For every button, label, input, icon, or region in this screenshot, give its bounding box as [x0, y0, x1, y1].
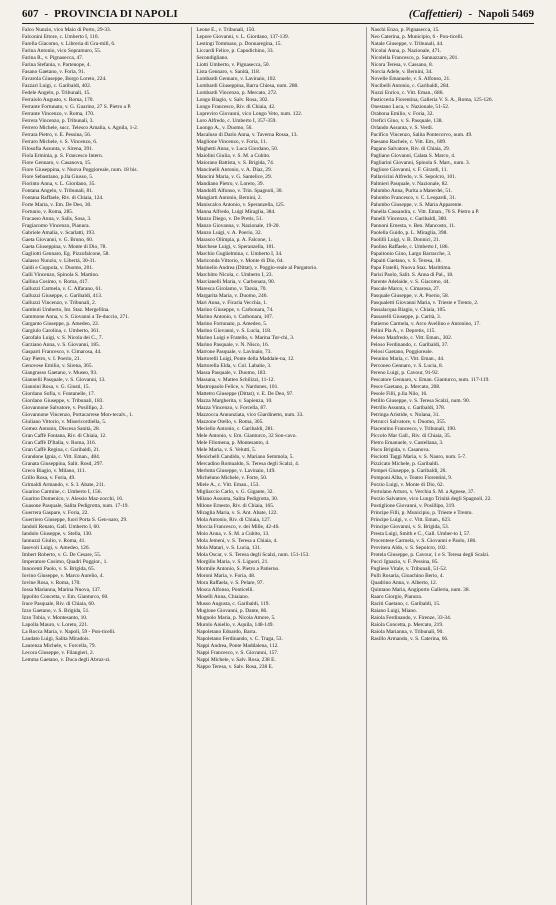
directory-entry: Milone Ernesto, Riv. di Chiaia, 165. [196, 503, 275, 509]
directory-entry: Raiola Ferdinando, v. Firenze, 33-34. [370, 615, 452, 621]
directory-entry: Maresca Girolamo, v. Tarsia, 70. [196, 286, 267, 292]
directory-entry: Orlando Assunta, v. S. Verdi. [370, 125, 434, 131]
directory-entry: Liccardi Felice, p. Capodichino, 33. [196, 48, 274, 54]
directory-entry: Laurenza Michele, v. Forcella, 79. [22, 643, 96, 649]
directory-entry: Giovannone Vincenzo, Portacarrese Mon-tecalv., 1. [22, 412, 134, 418]
directory-entry: Petrillo Assunta, c. Garibaldi, 378. [370, 405, 446, 411]
directory-entry: Meciello Antonio, c. Garibaldi, 281. [196, 426, 275, 432]
directory-entry: Natale Giuseppe, v. Tribunali, 44. [370, 41, 444, 47]
directory-entry: Galluzzi Carmela, v. C. Alfarano, 61. [22, 286, 103, 292]
directory-entry: Lista Gennaro, v. Sanità, 118. [196, 69, 261, 75]
directory-entry: Pallavicini Alfredo, v. S. Sepolcro, 101. [370, 174, 457, 180]
directory-entry: Gran Caffè Fontana, Riv. di Chiaia, 12. [22, 433, 107, 439]
directory-entry: Norcia Adele, v. Bernini, 34. [370, 69, 433, 75]
directory-entry: Morgillo Maria, v. S. Liguori, 21. [196, 559, 269, 565]
directory-entry: Milano Assunta, Salita Pedigrotta, 30. [196, 496, 279, 502]
directory-entry: Farella Giacomo, v. Libreria di Gra-mill, 6. [22, 41, 116, 47]
directory-entry: Fracasso Anna, v. Salis, Sosa, 3. [22, 216, 92, 222]
page-header [22, 8, 534, 24]
directory-entry: Mancinelli Antonio, v. A. Diaz, 29. [196, 167, 273, 173]
directory-entry: Gomez Antonio, Discesa Sanità, 28. [22, 426, 101, 432]
directory-entry: Gammone Anna, v. S. Giovanni a Te-duccio, 271. [22, 314, 130, 320]
directory-entry: Nicolella Francesco, p. Sannazzaro, 201. [370, 55, 459, 61]
directory-entry: Procentese Carmela, v. S. Giovanni e Paolo, 186. [370, 538, 477, 544]
page-separator: - [44, 8, 49, 20]
directory-entry: Maiorano Battista, v. S. Brigida, 74. [196, 160, 275, 166]
directory-entry: Iossa Marianna, Marina Nuova, 137. [22, 587, 102, 593]
directory-entry: Mola Oscar, v. S. Teresa degli Scalzi, num. 151-153. [196, 552, 310, 558]
directory-entry: Lapolla Mauro, v. Loreto, 221. [22, 622, 89, 628]
directory-entry: Giannini Rosa, v. G. Giusti, 15. [22, 384, 90, 390]
directory-entry: Quintano Maria, Angiporto Galleria, num. 38. [370, 587, 470, 593]
directory-entry: Gargiulo Carolina, c. Umberto, 361. [22, 328, 101, 334]
directory-entry: Onestano Luca, v. Nazionale, 51-52. [370, 104, 450, 110]
directory-entry: Iovino Giuseppe, v. Marco Aurelio, 4. [22, 573, 104, 579]
directory-entry: Migliaccio Carlo, v. G. Gigante, 32. [196, 489, 274, 495]
directory-entry: Patierno Carmela, v. Arco Avellino e Antonino, 17. [370, 321, 481, 327]
directory-entry: Porzio Salvatore, vico Lungo Trinità degli Spagnoli, 22. [370, 496, 492, 502]
directory-entry: Iasevoli Luigi, v. Amedeo, 126. [22, 545, 90, 551]
directory-entry: Falconini Ettore, c. Umberto I, 110. [22, 34, 99, 40]
directory-entry: Mandolfi Alfonso, v. Trin. Spagnoli, 30. [196, 188, 283, 194]
directory-entry: Galasso Nunzio, v. Libertà, 30-31. [22, 258, 97, 264]
directory-entry: Marino Giovanni, v. S. Lucia, 118. [196, 328, 272, 334]
directory-entry: Guasone Pasquale, Salita Pedigrotta, num. 17-19. [22, 503, 129, 509]
directory-entry: Pesce Gaetano, p. Mercato, 208. [370, 384, 441, 390]
directory-entry: Pelosi Gaetano, Poggioreale. [370, 349, 433, 355]
directory-entry: Marino Antonio, v. Carbonara, 107. [196, 314, 274, 320]
directory-entry: Fiorinto Anna, v. L. Giordano, 35. [22, 181, 96, 187]
directory-entry: Passarelli Giuseppe, p. Carità, 3. [370, 314, 442, 320]
directory-entry: Pesole Filli, p.lla Nilo, 16. [370, 391, 428, 397]
directory-entry: Parisi Paolo, Salit. S. Anna di Pal., 18. [370, 272, 454, 278]
directory-entry: Manzo Diego, v. De Pretis, 51. [196, 216, 263, 222]
directory-entry: Giannelli Pasquale, v. S. Giovanni, 13. [22, 377, 106, 383]
directory-entry: Guerriero Giuseppe, fuori Porta S. Gen-naro, 29. [22, 517, 128, 523]
directory-entry: Fiore Gennaro, v. Casanova, 15. [22, 160, 92, 166]
directory-entry: Iannuzzi Giulio, v. Roma, 41. [22, 538, 86, 544]
directory-entry: Mastropaolo Felice, v. Nardones, 101. [196, 384, 279, 390]
directory-entry: Mola Jemeni, v. S. Teresa a Chiaia, 4. [196, 538, 278, 544]
directory-entry: Lestingi Tommaso, p. Donnaregina, 15. [196, 41, 282, 47]
directory-entry: Parente Adelaide, v. S. Giacomo, 44. [370, 279, 450, 285]
directory-entry: Secondigliano. [196, 55, 229, 61]
listing-column-2 [191, 27, 359, 905]
directory-entry: Lemma Gaetano, v. Duca degli Abruz-zi. [22, 657, 111, 663]
directory-entry: Ferrera Vincenzo, p. Tribunali, 3. [22, 118, 94, 124]
directory-entry: Miraglia Maria, v. S. Ant. Abate, 122. [196, 510, 278, 516]
directory-entry: Paolilli Luigi, v. B. Donnici, 21. [370, 237, 441, 243]
directory-entry: Mola Antonio, Riv. di Chiaia, 127. [196, 517, 271, 523]
province-title: PROVINCIA DI NAPOLI [54, 8, 178, 20]
directory-entry: Presta Luigi, Smith e C., Gall. Umber-to I, 57. [370, 531, 471, 537]
directory-entry: Mari Anna, v. Ficaria Vecchia, 1. [196, 300, 268, 306]
directory-entry: Novelle Emanuele, v. S. Alfonso, 21. [370, 76, 451, 82]
directory-entry: Gambuti Umberto, Int. Staz. Mergellina. [22, 307, 110, 313]
directory-entry: Panella Cassandra, c. Vitt. Eman., 76 S. Pietro a P. [370, 209, 480, 215]
directory-entry: Provitera Aldo, v. S. Sepolcro, 102. [370, 545, 447, 551]
directory-entry: Marinello Andrea (Dittat), v. Poggio-reale al Purgatorio. [196, 265, 318, 271]
directory-entry: Mosca Alfonso, Ponticelli. [196, 587, 254, 593]
directory-entry: Laudato Luigi, Salita Miradois. [22, 636, 90, 642]
directory-entry: Loro Alfredo, c. Umberto I, 357-359. [196, 118, 277, 124]
directory-entry: Lopreviro Giovanni, vico Longo Veto, num. 122. [196, 111, 303, 117]
directory-entry: Gaeta Giovanni, v. G. Bruno, 60. [22, 237, 94, 243]
directory-entry: Garganto Giuseppe, p. Amedeo, 22. [22, 321, 100, 327]
directory-entry: Raiola Concetta, p. Mercato, 219. [370, 622, 444, 628]
directory-entry: Filosofia Assunta, v. Sirena, 391. [22, 146, 94, 152]
directory-entry: Martorelli Luigi, Ponte della Maddale-na, 12. [196, 356, 295, 362]
directory-entry: Protela Giuseppe, p. Cavour, 1 e S. Teresa degli Scalzi. [370, 552, 490, 558]
directory-entry: Principe Giovanni, v. S. Brigida, 53. [370, 524, 450, 530]
directory-entry: Moccia Francesco, v. dei Mille, 42-46. [196, 524, 280, 530]
directory-entry: Paolella Guido, p. L. Miraglia, 398. [370, 230, 448, 236]
directory-entry: Farina Antonio, vico Sopramuro, 55. [22, 48, 102, 54]
directory-entry: Massa Pasquale, v. Duomo, 183. [196, 370, 267, 376]
directory-entry: Fontana Angelo, v. Tribunali, 81. [22, 188, 94, 194]
directory-entry: Marchitto Nicola, c. Umberto I, 23. [196, 272, 273, 278]
directory-entry: Mazzone Otello, v. Roma, 305. [196, 419, 264, 425]
directory-entry: Giovannone Salvatore, v. Posillipo, 2. [22, 405, 104, 411]
directory-entry: Palumbo Anna, Purita a Materdei, 51. [370, 188, 453, 194]
directory-entry: Mazza Margherita, v. Sapienza, 10. [196, 398, 273, 404]
directory-entry: Passalacqua Biagio, v. Chiaia, 105. [370, 307, 447, 313]
directory-entry: Margarita Maria, v. Duomo, 246. [196, 293, 268, 299]
directory-entry: Marcianelli Maria, v. Carbonara, 90. [196, 279, 276, 285]
directory-entry: Raiola Marianna, v. Tribunali, 90. [370, 629, 444, 635]
directory-entry: Guarino Domenico, v. Alessio Maz-zocchi, 16. [22, 496, 124, 502]
directory-entry: Gran Caffè Regina, c. Garibaldi, 21. [22, 447, 101, 453]
directory-entry: Mariconda Vittorio, v. Monte di Dio, 64. [196, 258, 284, 264]
directory-entry: Marino Giuseppe, v. Carbonara, 74. [196, 307, 274, 313]
directory-entry: Marchio Guglielmina, c. Umberto I, 34. [196, 251, 283, 257]
directory-entry: Nicora Teresa, v. Cassano, 8. [370, 62, 433, 68]
directory-entry: Mazza Vincenzo, v. Forcella, 87. [196, 405, 268, 411]
directory-entry: Moio Anna, v. S. M. a Cubito, 13. [196, 531, 270, 537]
directory-entry: Pacifico Vincenzo, Salita Pontecorvo, num. 49. [370, 132, 473, 138]
directory-entry: Marrone Pasquale, v. Lavinaio, 73. [196, 349, 272, 355]
directory-entry: Postiglione Giovanni, v. Posillipo, 319. [370, 503, 456, 509]
directory-entry: Grandone Ignia, c. Vitt. Eman., 484. [22, 454, 101, 460]
directory-entry: Pisciotti Taggi Maria, v. S. Nauro, num. 5-7. [370, 454, 467, 460]
directory-entry: Nappi Michele, v. Salv. Rosa, 238 E. [196, 657, 276, 663]
directory-entry: Pagliore Giovanni, v. F. Girardi, 11. [370, 167, 448, 173]
directory-entry: Lepore Giovanni, v. L. Giordano, 137-139. [196, 34, 290, 40]
directory-entry: Giordano Giuseppe, v. Tribunali, 183. [22, 398, 104, 404]
directory-entry: Mancini Maria, v. G. Santelice, 29. [196, 174, 273, 180]
directory-entry: Izzo Gaetano, v. S. Brigida, 51. [22, 608, 90, 614]
directory-entry: Pucci Ignazio, v. F. Pessina, 85. [370, 559, 439, 565]
directory-entry: Pagliarini Giovanni, Spinola S. Mart., num. 3. [370, 160, 471, 166]
directory-entry: Mangiarti Antonio, Bernini, 2. [196, 195, 262, 201]
directory-entry: Ippolito Concetta, v. Em. Gianturco, 60. [22, 594, 109, 600]
directory-entry: Iandolo Giuseppe, v. Stella, 130. [22, 531, 93, 537]
directory-entry: Garziano Anna, v. S. Giovanni, 185. [22, 342, 101, 348]
directory-entry: Fortunio, v. Roma, 285. [22, 209, 74, 215]
directory-entry: Fazzari Luigi, c. Garibaldi, 402. [22, 83, 92, 89]
directory-entry: Falco Nunzio, vico Maio di Porto, 29-33. [22, 27, 112, 33]
page-number: 607 [22, 8, 39, 20]
directory-entry: Papaitonio Gino, Largo Barracche, 3. [370, 251, 452, 257]
listing-columns [22, 27, 534, 905]
directory-entry: Garofalo Luigi, v. S. Nicola dei C., 7. [22, 335, 103, 341]
directory-entry: Piccolo Mar Gall., Riv. di Chiaia, 35. [370, 433, 452, 439]
directory-entry: Fiore Giuseppina, v. Nuova Poggioreale, num. 18 bis. [22, 167, 138, 173]
directory-entry: Lecora Giuseppe, v. Filangieri, 2. [22, 650, 95, 656]
directory-entry: Petringa Aristide, v. Nolana, 31. [370, 412, 440, 418]
directory-entry: Maglione Vincenzo, v. Foria, 11. [196, 139, 267, 145]
directory-entry: Iandoli Renato, Gall. Umberto I, 60. [22, 524, 101, 530]
directory-entry: Gay Pietro, v. I. Poerio, 21. [22, 356, 81, 362]
directory-entry: Forte Maria, v. Em. De Deo, 30. [22, 202, 92, 208]
directory-entry: Pasqualetti Giovanni Maria, v. Trieste e Trento, 2. [370, 300, 479, 306]
directory-entry: Galli Vincenzo, Spinola S. Martino. [22, 272, 100, 278]
directory-entry: Marchese Luigi, v. Speranzella, 101. [196, 244, 276, 250]
directory-entry: Maniscalco Antonio, v. Speranzella, 125. [196, 202, 285, 208]
directory-entry: Nappi Francesco, v. S. Giovanni, 157. [196, 650, 279, 656]
directory-entry: Moselli Anna, Chiaiano. [196, 594, 250, 600]
directory-entry: Pelini Pia A., v. Depretis, 115. [370, 328, 436, 334]
directory-entry: Imbert Roberto, v. G. De Cesare, 55. [22, 552, 102, 558]
directory-entry: Gaeta Giuseppina, v. Monte di Dio, 78. [22, 244, 107, 250]
directory-entry: Izzo Tobia, v. Montesanto, 10. [22, 615, 88, 621]
city-phone-label: Napoli 5469 [478, 8, 534, 20]
directory-entry: Genovese Emilio, v. Sirena, 365. [22, 363, 93, 369]
directory-entry: Fiore Sebastiano, p.lla Giusso, 5. [22, 174, 94, 180]
directory-entry: Pescatore Gennaro, v. Eman. Gianturco, num. 117-119. [370, 377, 490, 383]
directory-entry: Pennino Maria, c. Vitt. Eman., 44. [370, 356, 445, 362]
directory-entry: Mele Filomena, p. Montesanto, 4. [196, 440, 270, 446]
directory-entry: Giuliano Vittorio, v. Misericordiella, 5. [22, 419, 107, 425]
directory-entry: Lombardi Vincenzo, p. Mercato, 272. [196, 90, 278, 96]
directory-entry: Pulli Rosaria, Gioachino Berio, 4. [370, 573, 444, 579]
directory-entry: Petillo Giuseppe, v. S. Teresa Scalzi, num. 90. [370, 398, 470, 404]
directory-entry: Nucibelli Antonio, c. Garibaldi, 284. [370, 83, 450, 89]
directory-entry: Fragiacomo Vincenzo, Pianura. [22, 223, 90, 229]
directory-entry: Fedele Angelo, p. Tribunali, 15. [22, 90, 91, 96]
directory-entry: Papaiti Gaetano, v. S. Teresa, 18. [370, 258, 442, 264]
directory-entry: Pascale Marco, v. Cimarosa, 27. [370, 286, 441, 292]
directory-entry: Massana, v. Matteo Schilizzi, 11-12. [196, 377, 275, 383]
directory-entry: Mazzocca Annunziata, vico Giardinetto, num. 33. [196, 412, 304, 418]
directory-entry: Napoletano Ferdinando, v. C. Traga, 53. [196, 636, 283, 642]
directory-entry: Nappo Teresa, v. Salv. Rosa, 238 E. [196, 664, 274, 670]
directory-entry: Quadrino Anna, v. Alberto, 12. [370, 580, 438, 586]
directory-entry: Ferraiolo Augusto, v. Roma, 170. [22, 97, 94, 103]
directory-entry: Mora Raffaela, v. S. Pelare, 97. [196, 580, 264, 586]
directory-entry: Pietro Emanuele, v. Castellana, 3. [370, 440, 444, 446]
directory-entry: Longo Francesco, Riv. di Chiaia, 42. [196, 104, 276, 110]
directory-entry: Liotti Umberto, v. Pignasecca, 50. [196, 62, 270, 68]
directory-entry: Ferrante Vincenzo, v. Roma, 170. [22, 111, 95, 117]
directory-entry: Pomponi Alba, v. Teatro Fiorentini, 9. [370, 475, 453, 481]
directory-entry: Grimaldi Armando, v. S. I. Abate, 211. [22, 482, 106, 488]
category-label: (Caffettieri) [408, 8, 463, 20]
directory-entry: Pasticceria Fiorentina, Galleria V. S. A., Roma, 125-126. [370, 97, 493, 103]
directory-entry: Napoletano Edoardo, Barra. [196, 629, 257, 635]
directory-entry: Martorella Elda, v. Col. Labalie, 3. [196, 363, 272, 369]
directory-entry: Naschi Enzo, p. Pignasecca, 15. [370, 27, 440, 33]
directory-entry: Miele A., c. Vitt. Eman., 153. [196, 482, 260, 488]
directory-entry: Pasquale Giuseppe, v. A. Poerio, 58. [370, 293, 450, 299]
directory-entry: Paesano Rachele, c. Vitt. Em., 609. [370, 139, 447, 145]
directory-entry: Palumbo Francesco, v. C. Leopardi, 31. [370, 195, 456, 201]
directory-entry: Maiolini Giulia, v. S. M. a Cubito. [196, 153, 271, 159]
directory-entry: Guerrera Gaspare, v. Foria, 22. [22, 510, 89, 516]
directory-entry: Maghetti Anna, v. Luca Giordano, 50. [196, 146, 279, 152]
listing-column-3 [366, 27, 534, 905]
directory-entry: Grillo Rosa, v. Foria, 49. [22, 475, 76, 481]
directory-entry: Farina Stefania, v. Partenope, 4. [22, 62, 91, 68]
directory-entry: Palumbo Giuseppe, v. S. Maria Apparente. [370, 202, 463, 208]
directory-entry: Iovine Rosa, v. Roma, 170. [22, 580, 81, 586]
directory-entry: Gabriele Amalia, v. Scarlatti, 193. [22, 230, 96, 236]
directory-entry: Manzo Luigi, v. A. Poerio, 32. [196, 230, 262, 236]
directory-entry: Moroni Maria, v. Foria, 48. [196, 573, 256, 579]
directory-entry: Galluzzi Giuseppe, c. Garibaldi, 413. [22, 293, 103, 299]
directory-entry: Musso Augusta, c. Garibaldi, 119. [196, 601, 270, 607]
directory-entry: Irace Pasquale, Riv. di Chiaia, 60. [22, 601, 96, 607]
directory-entry: Macaluso di Dario Anna, v. Taverna Rossa, 13. [196, 132, 298, 138]
directory-entry: Marino Fortunato, p. Amedeo, 5. [196, 321, 268, 327]
directory-entry: Papa Fratelli, Nuova Staz. Marittima. [370, 265, 452, 271]
directory-entry: Granata Giuseppina, Salit. Rosd, 297. [22, 461, 104, 467]
directory-entry: Ferrara Pietro, v. E. Pessina, 56. [22, 132, 92, 138]
directory-entry: Principe Luigi, v. c. Vitt. Eman., 623. [370, 517, 452, 523]
directory-entry: Peloso Ferdinando, c. Garibaldi, 37. [370, 342, 449, 348]
directory-entry: Ferrante Fortunato, v. G. Guarino, 27 S. Pietro a P. [22, 104, 132, 110]
page-separator: - [468, 8, 473, 20]
directory-entry: Gasparri Francesco, v. Cimarosa, 44. [22, 349, 102, 355]
directory-entry: Gran Caffè D'Italia, v. Roma, 316. [22, 440, 97, 446]
directory-entry: Favarola Giuseppe, Borgo Loreto, 224. [22, 76, 107, 82]
directory-entry: Fasano Gaetano, v. Foria, 91. [22, 69, 86, 75]
directory-entry: Portolano Arturo, v. Verchia S. M. a Agnese, 37. [370, 489, 475, 495]
directory-entry: Mattetro Giuseppe (Dittat), v. E. De Deo, 97. [196, 391, 294, 397]
directory-entry: Longo Biagio, v. Salv. Rosa, 302. [196, 97, 269, 103]
directory-entry: Innocenti Paolo, v. S. Brigida, 65. [22, 566, 96, 572]
directory-entry: Pompei Giuseppe, p. Garibaldi, 26. [370, 468, 447, 474]
directory-entry: Murolo Aniello, v. Aquila, 148-149. [196, 622, 274, 628]
directory-entry: Nicolai Anna, p. Nazionale, 471. [370, 48, 442, 54]
directory-entry: Raciti Gaetano, c. Garibaldi, 15. [370, 601, 441, 607]
directory-entry: Pugliese Vitale, v. Tribunali, 51-52. [370, 566, 448, 572]
directory-entry: Marasco Olimpia, p. A. Falcone, 1. [196, 237, 273, 243]
directory-entry: Micheluno Michele, v. Forte, 50. [196, 475, 268, 481]
directory-entry: Raaro Giorgio, Pianura. [370, 594, 423, 600]
directory-entry: Pereno Luigi, p. Cavour, 91-92. [370, 370, 440, 376]
directory-entry: Perconeo Gennaro, v. S. Lucia, 8. [370, 363, 444, 369]
directory-entry: Mugnolo Maria, p. Nicola Amore, 5. [196, 615, 276, 621]
directory-entry: Mandiano Pietro, v. Loreto, 39. [196, 181, 264, 187]
directory-entry: Mola Matari, v. S. Lucia, 131. [196, 545, 262, 551]
directory-entry: Galluzzi Vincenzo, v. Tribunali, 2. [22, 300, 97, 306]
directory-entry: Fiola Erminia, p. S. Francesco Intern. [22, 153, 103, 159]
directory-entry: Guarino Carmine, c. Umberto I, 156. [22, 489, 102, 495]
directory-entry: Rasillo Armando, v. S. Caterina, 66. [370, 636, 449, 642]
directory-entry: Mele Antonio, v. Em. Gianturco, 32 Son-cavo. [196, 433, 297, 439]
directory-entry: Piacentino Francesco, v. Tribunali, 190. [370, 426, 457, 432]
directory-entry: Marino Pasquale, v. N. Nisco, 16. [196, 342, 270, 348]
directory-entry: Pagano Salvatore, Riv. di Chiaia, 29. [370, 146, 451, 152]
directory-entry: Manna Alfredo, Luigi Miraglia, 384. [196, 209, 276, 215]
directory-entry: Marino Luigi e Fratello, v. Marina Tur-chi, 3. [196, 335, 295, 341]
directory-entry: Imperatore Cosimo, Quadri Poggior., 1. [22, 559, 108, 565]
directory-entry: Orabona Emilio, v. Foria, 32. [370, 111, 434, 117]
directory-entry: Mugione Giovanni, p. Dante, 86. [196, 608, 268, 614]
directory-entry: Raiano Luigi, Miano. [370, 608, 418, 614]
directory-entry: Nuzzi Enrico, c. Vitt. Eman., 686. [370, 90, 444, 96]
directory-entry: Giordano Sofia, v. Fontanelle, 17. [22, 391, 96, 397]
directory-entry: Mormile Antonio, S. Pietro a Patierno. [196, 566, 280, 572]
directory-entry: Mele Maria, v. S. Velutti, 5. [196, 447, 257, 453]
directory-entry: Principe Filli, p. Municipio, p. Trieste e Trento. [370, 510, 473, 516]
directory-entry: La Rocca Maria, v. Napoli, 59 - Pon-ticelli. [22, 629, 116, 635]
directory-entry: Pagliano Giovanni, Calata S. Marco, 4. [370, 153, 456, 159]
directory-entry: Panelli Vincenzo, c. Garibaldi, 380. [370, 216, 448, 222]
directory-entry: Peloso Manfredo, c. Vitt. Eman., 302. [370, 335, 453, 341]
directory-entry: Palmieri Pasquale, v. Nazionale, 82. [370, 181, 449, 187]
directory-entry: Menichelli Candido, v. Mariano Semmola, 5. [196, 454, 294, 460]
listing-column-1 [22, 27, 185, 905]
directory-entry: Giangrasso Gaetano, v. Museo, 93. [22, 370, 98, 376]
directory-entry: Pizzicato Michele, p. Garibaldi. [370, 461, 440, 467]
directory-entry: Nappi Andrea, Ponte Maddalena, 112. [196, 643, 279, 649]
directory-entry: Ferrero Michele, succ. Telesco Amalia, s. Agnila, 1-2. [22, 125, 139, 131]
directory-entry: Petrucci Salvatore, v. Duomo, 355. [370, 419, 447, 425]
directory-entry: Ferraro Michele, v. S. Vincenzo, 6. [22, 139, 98, 145]
directory-entry: Gagliotti Gennaro, Eg. Pizzofalcone, 58. [22, 251, 110, 257]
directory-entry: Merlotta Giuseppe, v. Lavinaio, 149. [196, 468, 276, 474]
directory-entry: Porzio Luigi, v. Monte di Dio, 62. [370, 482, 444, 488]
directory-entry: Pisco Brigida, v. Casanova. [370, 447, 430, 453]
directory-entry: Neo Caterina, p. Municipio, 6 - Pon-ticelli. [370, 34, 464, 40]
directory-entry: Paolino Raffaele, c. Umberto I, 186. [370, 244, 449, 250]
directory-entry: Lombardi Gennaro, v. Lavinaio, 102. [196, 76, 277, 82]
directory-entry: Farina R., v. Pignasecca, 47. [22, 55, 84, 61]
directory-entry: Pannoni Ernesta, v. Ben. Mancosto, 11. [370, 223, 456, 229]
directory-entry: Manzo Giovanna, v. Nazionale, 19-20. [196, 223, 280, 229]
directory-entry: Lombardi Giuseppina, Barra Chiesa, num. 288. [196, 83, 299, 89]
directory-entry: Greco Biagio, v. Milano, 111. [22, 468, 86, 474]
directory-entry: Leone E., v. Tribunali, 150. [196, 27, 256, 33]
directory-entry: Galdi e Coppola, v. Duomo, 201. [22, 265, 94, 271]
directory-entry: Orefici Gino, v. S. Pasquale, 138. [370, 118, 443, 124]
directory-entry: Gallina Cosimo, v. Roma, 417. [22, 279, 89, 285]
directory-entry: Fontana Raffaele, Riv. di Chiaia, 124. [22, 195, 104, 201]
directory-entry: Luongo A., v. Duomo, 56. [196, 125, 253, 131]
directory-entry: Mercadino Romualdo, S. Teresa degli Scalzi, 4. [196, 461, 300, 467]
